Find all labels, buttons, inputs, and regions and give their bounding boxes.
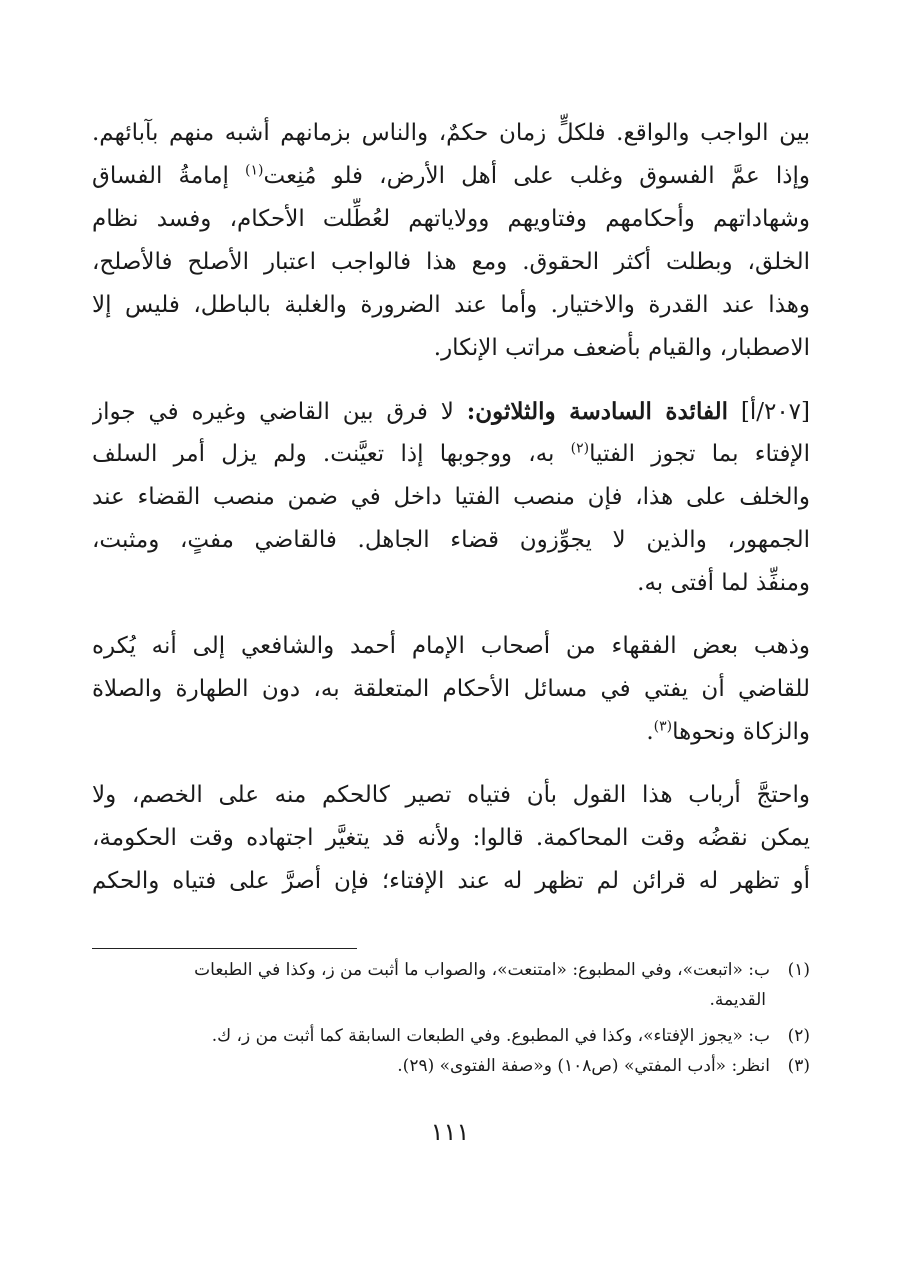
footnote-marker-1[interactable]: (١) (245, 162, 264, 179)
text-line (92, 390, 810, 433)
text-line: يمكن نقضُه وقت المحاكمة. قالوا: ولأنه قد يتغيَّر اجتهاده وقت الحكومة، (92, 825, 810, 851)
text-segment: . (646, 719, 654, 745)
footnote-separator (92, 948, 357, 949)
text-line: بين الواجب والواقع. فلكلٍّ زمان حكمٌ، والناس بزمانهم أشبه منهم بآبائهم. (92, 120, 810, 146)
footnote-1 (92, 955, 810, 1015)
paragraph-gap (92, 605, 810, 625)
text-line: ومنفِّذ لما أفتى به. (637, 570, 810, 596)
text-line: وشهاداتهم وأحكامهم وفتاويهم وولاياتهم لعُطِّلت الأحكام، وفسد نظام (92, 206, 810, 232)
footnote-text: ب: «يجوز الإفتاء»، وكذا في المطبوع. وفي الطبعات السابقة كما أثبت من ز، ك. (211, 1026, 770, 1046)
footnote-marker-3[interactable]: (٣) (653, 718, 673, 735)
paragraph-3 (92, 625, 810, 754)
paragraph-1 (92, 112, 810, 370)
benefit-heading: الفائدة السادسة والثلاثون: (466, 398, 728, 425)
footnote-line: القديمة. (709, 990, 766, 1010)
text-line: أو تظهر له قرائن لم تظهر له عند الإفتاء؛ فإن أصرَّ على فتياه والحكم (92, 868, 810, 894)
footnote-line (92, 955, 810, 985)
text-line: للقاضي أن يفتي في مسائل الأحكام المتعلقة به، دون الطهارة والصلاة (92, 676, 810, 702)
footnote-line (92, 1021, 810, 1051)
footnote-3 (92, 1051, 810, 1081)
text-line: وهذا عند القدرة والاختيار. وأما عند الضرورة والغلبة بالباطل، فليس إلا (92, 292, 810, 318)
paragraph-gap (92, 754, 810, 774)
footnote-text: ب: «اتبعت»، وفي المطبوع: «امتنعت»، والصواب ما أثبت من ز، وكذا في الطبعات (194, 960, 770, 980)
footnote-2 (92, 1021, 810, 1051)
paragraph-gap (92, 370, 810, 390)
text-line (92, 711, 810, 754)
footnote-marker-2[interactable]: (٢) (570, 440, 590, 457)
footnote-line (92, 1051, 810, 1081)
text-line: والخلف على هذا، فإن منصب الفتيا داخل في ضمن منصب القضاء عند (92, 484, 810, 510)
text-line: وذهب بعض الفقهاء من أصحاب الإمام أحمد والشافعي إلى أنه يُكره (92, 633, 810, 659)
footnotes-section (92, 948, 810, 1081)
text-segment: وإذا عمَّ الفسوق وغلب على أهل الأرض، فلو مُنِعت (263, 163, 810, 189)
text-segment: به، ووجوبها إذا تعيَّنت. ولم يزل أمر السلف (92, 441, 571, 467)
main-text (92, 112, 810, 903)
text-segment: والزكاة ونحوها (672, 719, 810, 745)
paragraph-2 (92, 390, 810, 605)
text-segment: إمامةُ الفساق (92, 163, 246, 189)
text-line: الجمهور، والذين لا يجوِّزون قضاء الجاهل. فالقاضي مفتٍ، ومثبت، (92, 527, 810, 553)
footnote-number: (١) (787, 960, 810, 980)
paragraph-4 (92, 774, 810, 903)
text-line (92, 155, 810, 198)
footnote-number: (٣) (787, 1056, 810, 1076)
text-line: الاصطبار، والقيام بأضعف مراتب الإنكار. (433, 335, 810, 361)
text-segment: الإفتاء بما تجوز الفتيا (589, 441, 810, 467)
footnote-text: انظر: «أدب المفتي» (ص١٠٨) و«صفة الفتوى» (٢٩). (397, 1056, 770, 1076)
text-line: واحتجَّ أرباب هذا القول بأن فتياه تصير كالحكم منه على الخصم، ولا (92, 782, 810, 808)
text-segment: لا فرق بين القاضي وغيره في جواز (92, 399, 467, 425)
page-number: ١١١ (430, 1118, 470, 1146)
folio-marker: [٢٠٧/أ] (740, 399, 810, 425)
text-line (92, 433, 810, 476)
text-line: الخلق، وبطلت أكثر الحقوق. ومع هذا فالواجب اعتبار الأصلح فالأصلح، (92, 249, 810, 275)
footnote-number: (٢) (787, 1026, 810, 1046)
